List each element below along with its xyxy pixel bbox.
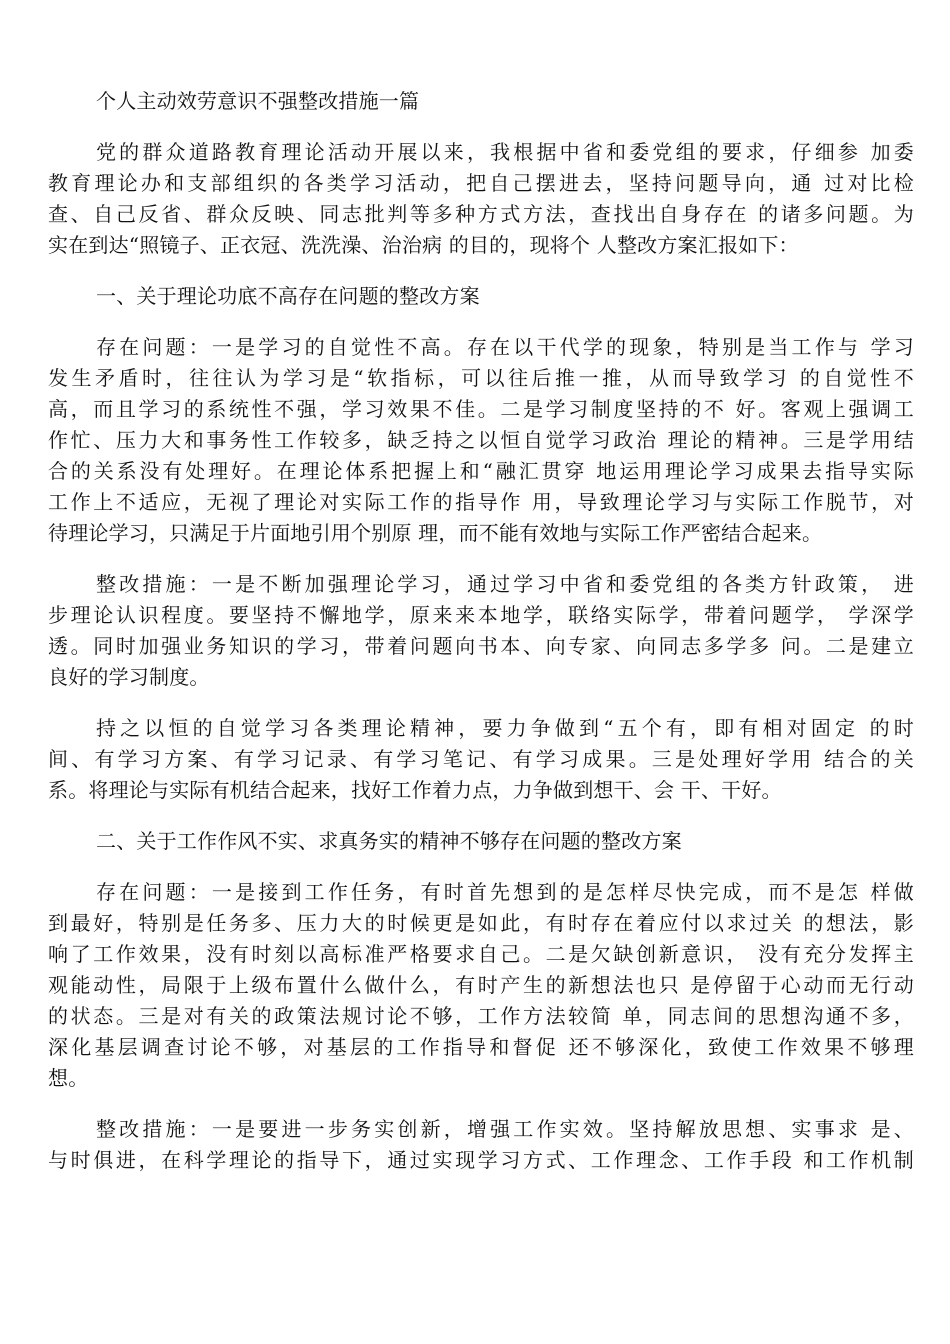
text-line: 党的群众道路教育理论活动开展以来，我根据中省和委党组的要求，仔细参 加委 <box>96 140 914 164</box>
text-line: 一、关于理论功底不高存在问题的整改方案 <box>96 284 480 308</box>
text-line: 存在问题：一是学习的自觉性不高。存在以干代学的现象，特别是当工作与 学习 <box>96 335 914 359</box>
text-line: 合的关系没有处理好。在理论体系把握上和“融汇贯穿 地运用理论学习成果去指导实际 <box>48 459 914 483</box>
section-heading <box>48 826 914 857</box>
paragraph <box>48 137 914 261</box>
paragraph <box>48 877 914 1094</box>
text-line: 待理论学习，只满足于片面地引用个别原 理，而不能有效地与实际工作严密结合起来。 <box>48 521 823 545</box>
paragraph <box>48 332 914 549</box>
text-line: 实在到达“照镜子、正衣冠、洗洗澡、治治病 的目的，现将个 人整改方案汇报如下： <box>48 233 799 257</box>
text-line: 响了工作效果，没有时刻以高标准严格要求自己。二是欠缺创新意识， 没有充分发挥主 <box>48 942 914 966</box>
text-line: 作忙、压力大和事务性工作较多，缺乏持之以恒自觉学习政治 理论的精神。三是学用结 <box>48 428 914 452</box>
document-body <box>48 137 914 1176</box>
text-line: 到最好，特别是任务多、压力大的时候更是如此，有时存在着应付以求过关 的想法，影 <box>48 911 914 935</box>
text-line: 的状态。三是对有关的政策法规讨论不够，工作方法较简 单，同志间的思想沟通不多， <box>48 1004 914 1028</box>
text-line: 二、关于工作作风不实、求真务实的精神不够存在问题的整改方案 <box>96 829 682 853</box>
text-line: 教育理论办和支部组织的各类学习活动，把自己摆进去，坚持问题导向，通 过对比检 <box>48 171 914 195</box>
paragraph <box>48 569 914 693</box>
text-line: 间、有学习方案、有学习记录、有学习笔记、有学习成果。三是处理好学用 结合的关 <box>48 747 914 771</box>
text-line: 系。将理论与实际有机结合起来，找好工作着力点，力争做到想干、会 干、干好。 <box>48 778 782 802</box>
text-line: 透。同时加强业务知识的学习，带着问题向书本、向专家、向同志多学多 问。二是建立 <box>48 634 914 658</box>
text-line: 良好的学习制度。 <box>48 665 210 689</box>
text-line: 深化基层调查讨论不够，对基层的工作指导和督促 还不够深化，致使工作效果不够理 <box>48 1035 914 1059</box>
document-title <box>48 86 914 117</box>
title-line: 个人主动效劳意识不强整改措施一篇 <box>96 89 420 113</box>
section-heading <box>48 281 914 312</box>
text-line: 整改措施：一是要进一步务实创新，增强工作实效。坚持解放思想、实事求 是、 <box>96 1117 914 1141</box>
text-line: 工作上不适应，无视了理论对实际工作的指导作 用，导致理论学习与实际工作脱节，对 <box>48 490 914 514</box>
paragraph <box>48 1114 914 1176</box>
text-line: 存在问题：一是接到工作任务，有时首先想到的是怎样尽快完成，而不是怎 样做 <box>96 880 914 904</box>
text-line: 查、自己反省、群众反映、同志批判等多种方式方法，查找出自身存在 的诸多问题。为 <box>48 202 914 226</box>
text-line: 想。 <box>48 1066 89 1090</box>
paragraph <box>48 713 914 806</box>
text-line: 整改措施：一是不断加强理论学习，通过学习中省和委党组的各类方针政策， 进 <box>96 572 914 596</box>
text-line: 步理论认识程度。要坚持不懈地学，原来来本地学，联络实际学，带着问题学， 学深学 <box>48 603 914 627</box>
text-line: 观能动性，局限于上级布置什么做什么，有时产生的新想法也只 是停留于心动而无行动 <box>48 973 914 997</box>
text-line: 与时俱进，在科学理论的指导下，通过实现学习方式、工作理念、工作手段 和工作机制 <box>48 1148 914 1172</box>
text-line: 高，而且学习的系统性不强，学习效果不佳。二是学习制度坚持的不 好。客观上强调工 <box>48 397 914 421</box>
text-line: 持之以恒的自觉学习各类理论精神，要力争做到“五个有，即有相对固定 的时 <box>96 716 914 740</box>
text-line: 发生矛盾时，往往认为学习是“软指标，可以往后推一推，从而导致学习 的自觉性不 <box>48 366 914 390</box>
document-page <box>48 86 914 1196</box>
